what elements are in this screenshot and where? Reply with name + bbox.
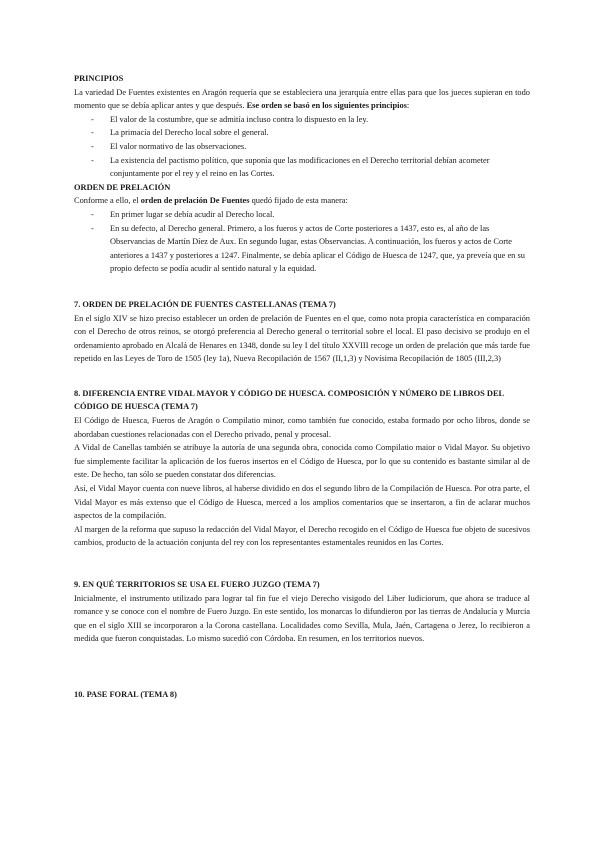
principios-heading: PRINCIPIOS (74, 74, 124, 83)
section8-paragraph: El Código de Huesca, Fueros de Aragón o Compilatio minor, como también fue conocido, estaba formado por ocho libros, donde se abordaban cuestiones relacionadas con el Derecho privado, penal y procesal. (74, 416, 530, 439)
principios-intro-end: : (406, 101, 410, 111)
principios-intro-bold: Ese orden se basó en los siguientes principios (246, 101, 407, 111)
orden-list (74, 208, 530, 276)
orden-intro-bold: orden de prelación De Fuentes (140, 196, 250, 206)
section9-heading: 9. EN QUÉ TERRITORIOS SE USA EL FUERO JUZGO (TEMA 7) (74, 580, 320, 589)
list-item: - En su defecto, al Derecho general. Primero, a los fueros y actos de Corte posteriores a 1437, esto es, al año de las Observancias de Martín Díez de Aux. En segundo lugar, estas Observancias. A continuación, los fueros y actos de Corte anteriores a 1437 y posteriores a 1247. Finalmente, se debía aplicar el Código de Huesca de 1247, que, ya preveía que en su propio defecto se podía acudir al sentido natural y la equidad. (110, 222, 530, 276)
section8-paragraph: A Vidal de Canellas también se atribuye la autoría de una segunda obra, conocida como Compilatio maior o Vidal Mayor. Su objetivo fue simplemente facilitar la aplicación de los fueros insertos en el Código de Huesca, por lo que su contenido es bastante similar al de este. De hecho, tan sólo se pueden constatar dos diferencias. (74, 443, 530, 480)
section8-heading: 8. DIFERENCIA ENTRE VIDAL MAYOR Y CÓDIGO DE HUESCA. COMPOSICIÓN Y NÚMERO DE LIBROS DEL CÓDIGO DE HUESCA (TEMA 7) (74, 388, 504, 412)
section8-paragraph: Al margen de la reforma que supuso la redacción del Vidal Mayor, el Derecho recogido en el Código de Huesca fue objeto de sucesivos cambios, producto de la actuación conjunta del rey con los representantes estamentales reunidos en las Cortes. (74, 524, 530, 548)
section7-text: En el siglo XIV se hizo preciso establecer un orden de prelación de Fuentes en el que, como nota propia característica en comparación con el Derecho de otros reinos, se otorgó preferencia al Derecho general o territorial sobre el local. El paso decisivo se produjo en el ordenamiento aprobado en Alcalá de Henares en 1348, donde su ley I del título XXVIII recoge un orden de prelación que más tarde fue repetido en las Leyes de Toro de 1505 (ley 1a), Nueva Recopilación de 1567 (II,1,3) y Novísima Recopilación de 1805 (III,2,3) (74, 313, 530, 364)
orden-intro-text: Conforme a ello, el (74, 196, 141, 206)
principios-list (74, 113, 530, 181)
list-item: - El valor de la costumbre, que se admitía incluso contra lo dispuesto en la ley. (110, 113, 530, 127)
orden-heading: ORDEN DE PRELACIÓN (74, 182, 171, 192)
orden-intro-end: quedó fijado de esta manera: (249, 196, 348, 206)
principios-intro-text: La variedad De Fuentes existentes en Aragón requería que se estableciera una jerarquía entre ellas para que los jueces supieran en todo momento que se debía aplicar antes y que después. (74, 87, 530, 111)
list-item: - La primacía del Derecho local sobre el general. (110, 126, 530, 140)
section9-text: Inicialmente, el instrumento utilizado para lograr tal fin fue el viejo Derecho visigodo del Liber Iudiciorum, que ahora se traduce al romance y se conoce con el nombre de Fuero Juzgo. En este sentido, los monarcas lo difundieron por las tierras de Andalucía y Murcia que en el siglo XIII se incorporaron a la Corona castellana. Localidades como Sevilla, Mula, Jaén, Cartagena o Jerez, lo recibieron a medida que fueron conquistadas. Lo mismo sucedió con Córdoba. En resumen, en los territorios nuevos. (74, 593, 530, 644)
list-item: - En primer lugar se debía acudir al Derecho local. (110, 208, 530, 222)
section10-heading: 10. PASE FORAL (TEMA 8) (74, 689, 177, 699)
document-page (74, 72, 530, 702)
orden-intro (74, 194, 530, 208)
principios-intro (74, 86, 530, 113)
section8-paragraph: Así, el Vidal Mayor cuenta con nueve libros, al haberse dividido en dos el segundo libro de la Compilación de Huesca. Por otra parte, el Vidal Mayor es más extenso que el Código de Huesca, merced a los amplios comentarios que se insertaron, a fin de aclarar muchos aspectos de la compilación. (74, 484, 530, 521)
list-item: - La existencia del pactismo político, que suponía que las modificaciones en el Derecho territorial debían acometer conjuntamente por el rey y el reino en las Cortes. (110, 154, 530, 181)
list-item: - El valor normativo de las observaciones. (110, 140, 530, 154)
section7-heading: 7. ORDEN DE PRELACIÓN DE FUENTES CASTELLANAS (TEMA 7) (74, 299, 336, 309)
